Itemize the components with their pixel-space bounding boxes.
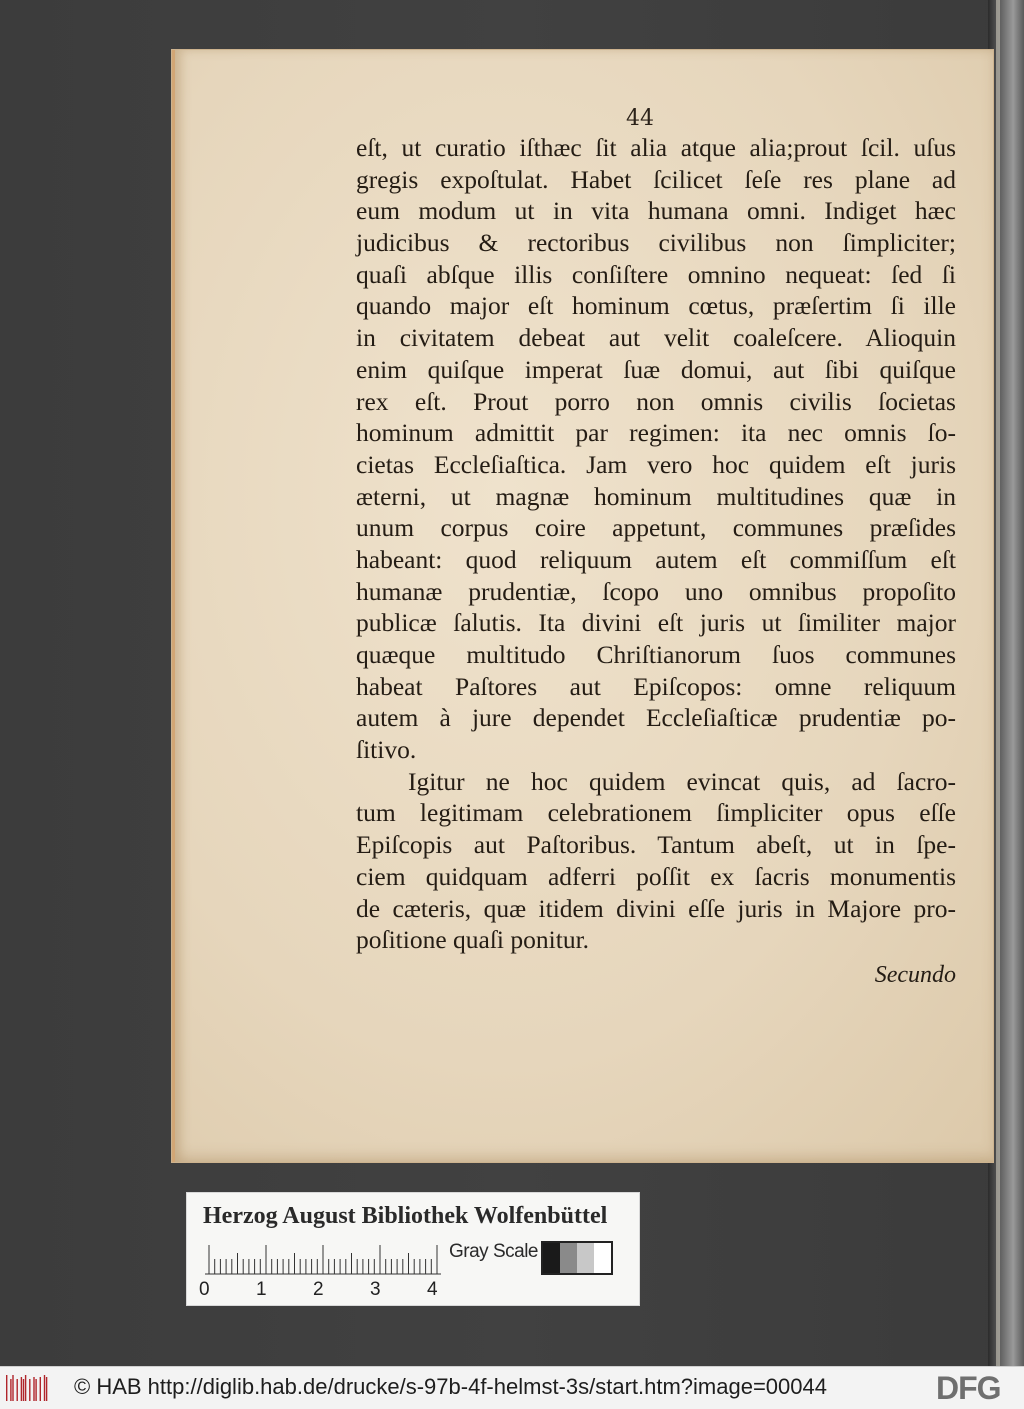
copyright-url: © HAB http://diglib.hab.de/drucke/s-97b-4f-helmst-3s/start.htm?image=00044 [74,1374,827,1399]
barcode-bar [35,1379,36,1401]
barcode-bar [10,1379,11,1401]
barcode-bar [23,1379,24,1401]
text-line: rex eſt. Prout porro non omnis civilis ſocietas [356,386,956,416]
library-label [186,1192,640,1306]
gray-scale-bar [541,1241,613,1275]
barcode-bar [44,1375,45,1401]
text-line: æterni, ut magnæ hominum multitudines quæ in [356,481,956,511]
text-line: enim quiſque imperat ſuæ domui, aut ſibi quiſque [356,354,956,384]
library-name: Herzog August Bibliothek Wolfenbüttel [203,1203,608,1229]
barcode-bar [21,1377,22,1401]
barcode-bar [25,1375,26,1401]
text-line: habeat Paſtores aut Epiſcopos: omne reliquum [356,671,956,701]
text-line: quaſi abſque illis conſiſtere omnino nequeat: ſed ſi [356,259,956,289]
text-line: publicæ ſalutis. Ita divini eſt juris ut ſimiliter major [356,608,956,638]
gray-scale-label: Gray Scale [449,1241,538,1262]
text-line: poſitione quaſi ponitur. [356,925,590,955]
text-line: quando major eſt hominum cœtus, præſertim ſi ille [356,291,956,321]
barcode-bar [6,1375,7,1401]
text-line: hominum admittit par regimen: ita nec omnis ſo- [356,418,956,448]
text-line: habeant: quod reliquum autem eſt commiſſum eſt [356,544,956,574]
text-line: judicibus & rectoribus civilibus non ſimpliciter; [356,228,956,258]
ruler-number: 0 [199,1279,210,1300]
ruler-number: 2 [313,1279,324,1300]
text-line: gregis expoſtulat. Habet ſcilicet ſeſe res plane ad [356,164,956,194]
ruler-number: 3 [370,1279,381,1300]
text-line: ſitivo. [356,735,417,765]
text-line: eum modum ut in vita humana omni. Indiget hæc [356,196,956,226]
text-line: unum corpus coire appetunt, communes præſides [356,513,956,543]
ruler-scale [205,1245,441,1275]
ruler-number: 1 [256,1279,267,1300]
text-line: ciem quidquam adferri poſſit ex ſacris monumentis [356,861,956,891]
barcode-bar [17,1379,18,1401]
footer-bar [0,1366,1024,1409]
text-line: tum legitimam celebrationem ſimpliciter opus eſſe [356,798,956,828]
text-line: in civitatem debeat aut velit coaleſcere. Alioquin [356,323,956,353]
barcode-bar [46,1377,47,1401]
barcode-bar [40,1377,41,1401]
gray-swatch [594,1243,611,1273]
page-number: 44 [626,106,654,131]
catchword: Secundo [874,962,956,988]
gray-swatch [560,1243,577,1273]
ruler-number: 4 [427,1279,438,1300]
page-edge [996,0,1000,1366]
text-line: de cæteris, quæ itidem divini eſſe juris in Majore pro- [356,893,956,923]
dfg-logo: DFG [936,1370,1001,1406]
text-line: eſt, ut curatio iſthæc ſit alia atque alia;prout ſcil. uſus [356,133,956,162]
text-line: Epiſcopis aut Paſtoribus. Tantum abeſt, ut in ſpe- [356,830,956,860]
page-text [356,132,956,956]
hab-barcode-logo [6,1375,48,1401]
barcode-bar [12,1375,13,1401]
gray-swatch [577,1243,594,1273]
text-line: Igitur ne hoc quidem evincat quis, ad ſacro- [408,766,956,796]
ruler-numbers [199,1279,459,1301]
gray-swatch [543,1243,560,1273]
text-line: humanæ prudentiæ, ſcopo uno omnibus propoſito [356,576,956,606]
book-edge [988,0,1024,1366]
text-line: quæque multitudo Chriſtianorum ſuos communes [356,640,956,669]
barcode-bar [29,1379,30,1401]
text-line: autem à jure dependet Eccleſiaſticæ prudentiæ po- [356,703,956,733]
barcode-bar [33,1377,34,1401]
text-line: cietas Eccleſiaſtica. Jam vero hoc quidem eſt juris [356,449,956,479]
